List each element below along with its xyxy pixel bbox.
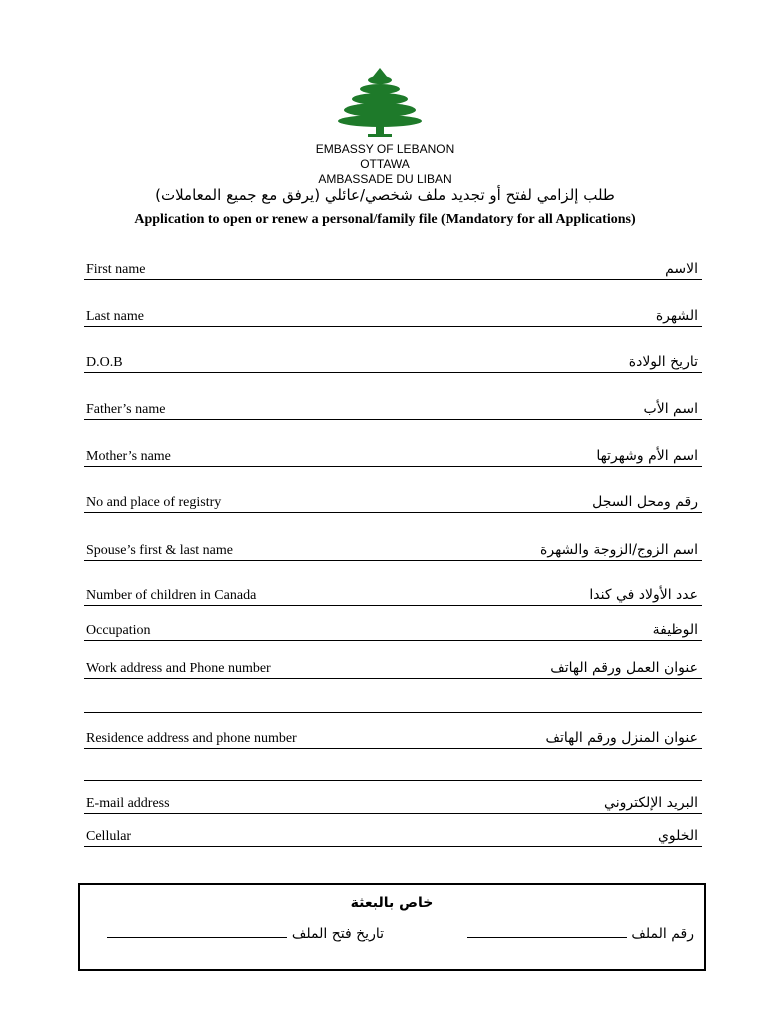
- office-use-title: خاص بالبعثة: [350, 895, 434, 911]
- file-number-label: رقم الملف: [631, 926, 694, 942]
- first-name-field[interactable]: [84, 257, 702, 280]
- last-name-field[interactable]: [84, 304, 702, 327]
- file-date-field[interactable]: [107, 923, 384, 942]
- field-label-ar: الاسم: [665, 261, 698, 277]
- field-label-ar: الوظيفة: [652, 622, 698, 638]
- file-date-blank[interactable]: [107, 923, 287, 938]
- field-label-ar: عنوان المنزل ورقم الهاتف: [545, 730, 698, 746]
- field-label-ar: اسم الزوج/الزوجة والشهرة: [540, 542, 698, 558]
- field-label-en: D.O.B: [86, 355, 123, 370]
- field-label-en: No and place of registry: [86, 495, 222, 510]
- embassy-name-fr: AMBASSADE DU LIBAN: [318, 172, 452, 186]
- field-label-ar: عدد الأولاد في كندا: [589, 587, 698, 603]
- spouse-name-field[interactable]: [84, 538, 702, 561]
- office-use-box: [78, 883, 706, 971]
- occupation-field[interactable]: [84, 618, 702, 641]
- field-label-ar: اسم الأم وشهرتها: [596, 448, 698, 464]
- field-label-ar: عنوان العمل ورقم الهاتف: [550, 660, 698, 676]
- file-number-field[interactable]: [467, 923, 694, 942]
- field-label-en: Mother’s name: [86, 449, 171, 464]
- children-count-field[interactable]: [84, 583, 702, 606]
- form-title-english: Application to open or renew a personal/family file (Mandatory for all Applications): [134, 212, 636, 227]
- residence-address-extra-line[interactable]: [84, 780, 702, 781]
- dob-field[interactable]: [84, 350, 702, 373]
- registry-field[interactable]: [84, 490, 702, 513]
- file-date-label: تاريخ فتح الملف: [291, 926, 384, 942]
- embassy-name-en: EMBASSY OF LEBANON: [315, 142, 455, 156]
- field-label-ar: البريد الإلكتروني: [604, 795, 698, 811]
- field-label-en: Residence address and phone number: [86, 731, 297, 746]
- field-label-ar: رقم ومحل السجل: [592, 494, 698, 510]
- residence-address-field[interactable]: [84, 726, 702, 749]
- cedar-tree-logo: [338, 66, 422, 138]
- mother-name-field[interactable]: [84, 444, 702, 467]
- work-address-extra-line[interactable]: [84, 712, 702, 713]
- form-title-arabic: طلب إلزامي لفتح أو تجديد ملف شخصي/عائلي (يرفق مع جميع المعاملات): [155, 186, 615, 204]
- field-label-en: Father’s name: [86, 402, 166, 417]
- field-label-en: Work address and Phone number: [86, 661, 271, 676]
- field-label-en: First name: [86, 262, 146, 277]
- file-number-blank[interactable]: [467, 923, 627, 938]
- field-label-ar: تاريخ الولادة: [628, 354, 698, 370]
- field-label-en: Last name: [86, 309, 144, 324]
- cellular-field[interactable]: [84, 824, 702, 847]
- field-label-ar: الشهرة: [655, 308, 698, 324]
- field-label-en: Spouse’s first & last name: [86, 543, 233, 558]
- embassy-city: OTTAWA: [360, 157, 410, 171]
- email-field[interactable]: [84, 791, 702, 814]
- field-label-ar: اسم الأب: [643, 401, 698, 417]
- field-label-ar: الخلوي: [657, 828, 698, 844]
- field-label-en: Cellular: [86, 829, 132, 844]
- field-label-en: Number of children in Canada: [86, 588, 257, 603]
- field-label-en: Occupation: [86, 623, 151, 638]
- field-label-en: E-mail address: [86, 796, 170, 811]
- work-address-field[interactable]: [84, 656, 702, 679]
- father-name-field[interactable]: [84, 397, 702, 420]
